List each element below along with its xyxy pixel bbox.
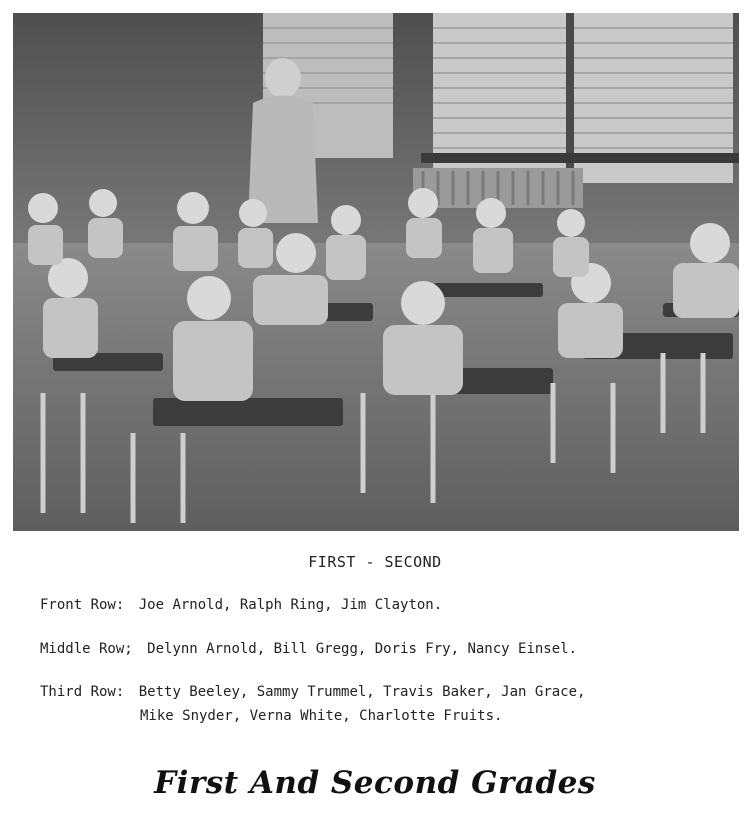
middle-row-names: Delynn Arnold, Bill Gregg, Doris Fry, Nancy Einsel.	[147, 641, 578, 657]
front-row-caption	[40, 597, 442, 613]
classroom-photo-art	[13, 13, 739, 531]
classroom-photo	[13, 13, 739, 531]
middle-row-label: Middle Row;	[40, 641, 133, 657]
third-row-names-line-1: Betty Beeley, Sammy Trummel, Travis Baker, Jan Grace,	[138, 684, 586, 700]
footer-title: First And Second Grades	[154, 765, 596, 801]
middle-row-caption	[40, 641, 577, 657]
front-row-names: Joe Arnold, Ralph Ring, Jim Clayton.	[138, 597, 443, 613]
front-row-label: Front Row:	[40, 597, 125, 613]
third-row-label: Third Row:	[40, 684, 125, 700]
third-row-caption	[40, 684, 585, 700]
windows	[263, 13, 739, 183]
third-row-names-line-2: Mike Snyder, Verna White, Charlotte Fruits.	[140, 708, 503, 724]
caption-title: FIRST - SECOND	[308, 553, 442, 571]
third-row-caption-line-2	[140, 708, 502, 724]
